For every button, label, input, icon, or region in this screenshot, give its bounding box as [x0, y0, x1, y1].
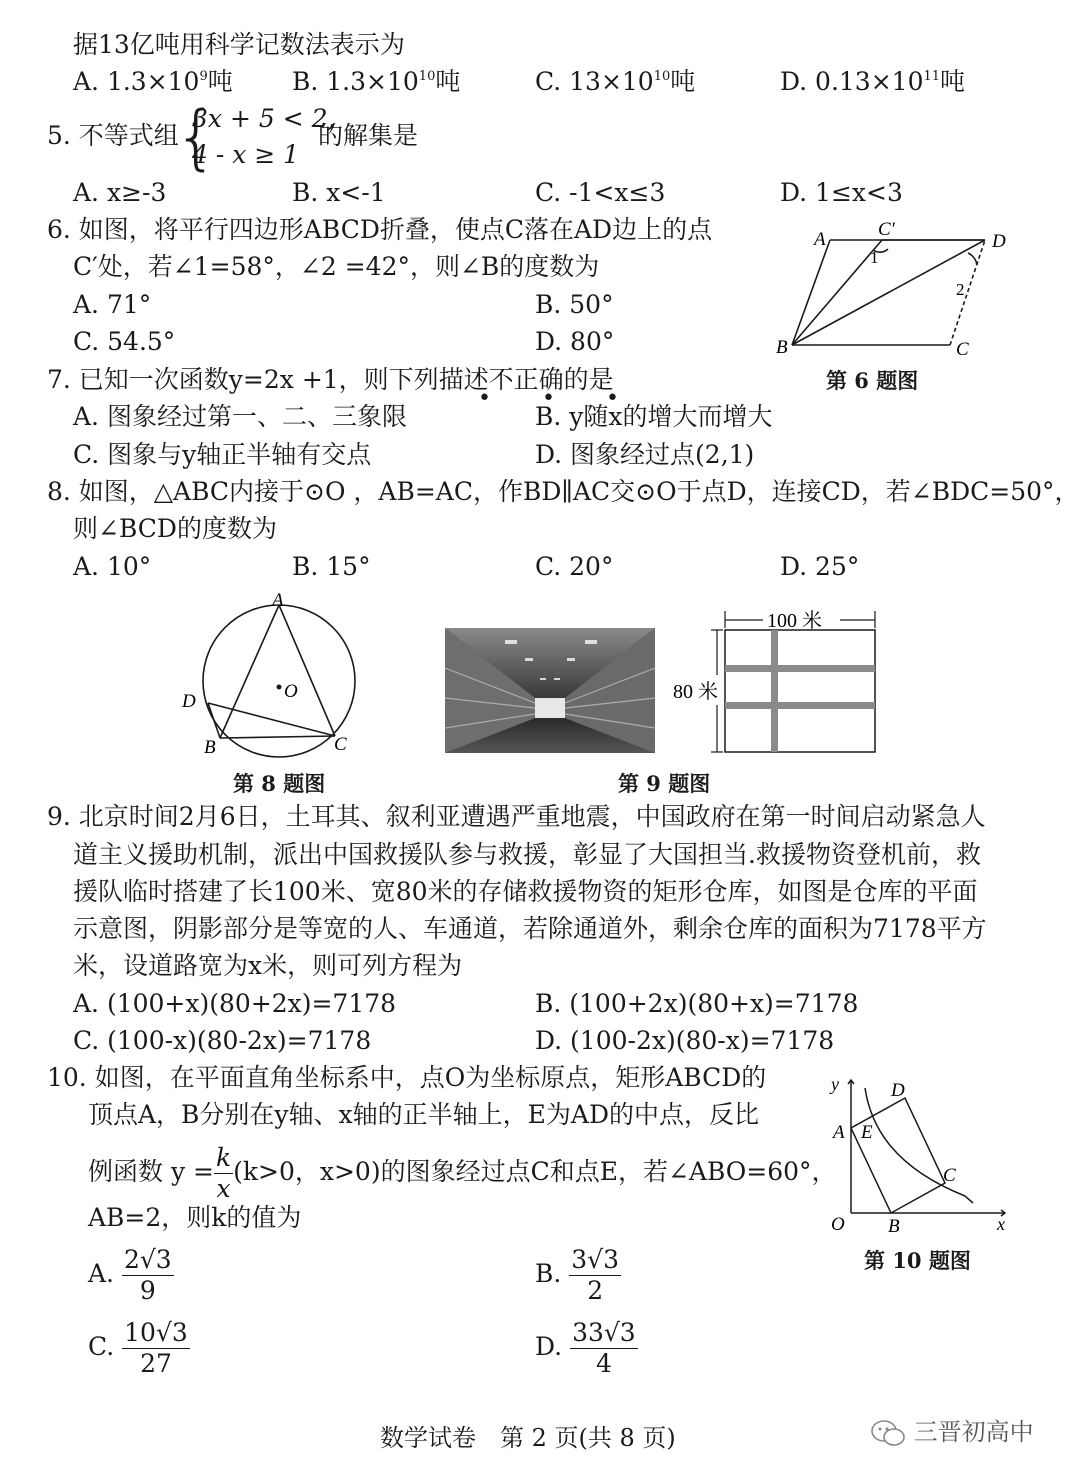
q10-label-x: x: [997, 1214, 1005, 1234]
page-footer: 数学试卷 第 2 页(共 8 页): [380, 1424, 676, 1452]
q8-label-a: A: [272, 590, 284, 611]
q5-option-b: B. x<-1: [292, 178, 386, 207]
q7-option-c: C. 图象与y轴正半轴有交点: [73, 440, 372, 469]
q6-option-a: A. 71°: [73, 290, 152, 319]
q9-line5: 米，设道路宽为x米，则可列方程为: [73, 951, 463, 980]
q9-option-d: D. (100-2x)(80-x)=7178: [535, 1026, 835, 1055]
q5-option-c: C. -1<x≤3: [535, 178, 666, 207]
q10-option-c: C. $\frac{10√3}{27}$: [88, 1318, 188, 1378]
q8-circle: [203, 605, 355, 757]
q4-option-c: C. $13\times 10^{10}$吨: [535, 67, 696, 96]
q5-suffix: 的解集是: [318, 121, 419, 150]
q10-label-y: y: [831, 1074, 839, 1094]
q10-label-a: A: [833, 1122, 845, 1143]
q10-label-c: C: [943, 1165, 956, 1186]
q6-figure: [770, 215, 1030, 365]
q6-edge-ab: [792, 240, 830, 345]
q4-text: 据13亿吨用科学记数法表示为: [73, 30, 405, 59]
q9-line1: 9. 北京时间2月6日，土耳其、叙利亚遭遇严重地震，中国政府在第一时间启动紧急人: [47, 802, 986, 831]
q10-caption: 第 10 题图: [864, 1248, 971, 1273]
q9-option-b: B. (100+2x)(80+x)=7178: [535, 989, 859, 1018]
q5-brace: {: [174, 96, 219, 178]
q6-line1: 6. 如图，将平行四边形ABCD折叠，使点C落在AD边上的点: [47, 215, 713, 244]
q8-side-bc: [220, 736, 335, 738]
q6-caption: 第 6 题图: [826, 368, 919, 393]
q8-caption: 第 8 题图: [233, 771, 326, 796]
q10-label-e: E: [861, 1122, 873, 1143]
q9-line3: 援队临时搭建了长100米、宽80米的存储救援物资的矩形仓库，如图是仓库的平面: [73, 877, 978, 906]
q4-option-a: A. $1.3\times 10^9$吨: [73, 67, 233, 96]
q4-option-b: B. $1.3\times 10^{10}$吨: [292, 67, 461, 96]
q6-label-c-prime: C′: [878, 219, 895, 240]
q9-plan-figure: [665, 603, 895, 763]
q8-line1: 8. 如图，△ABC内接于⊙O ，AB=AC，作BD∥AC交⊙O于点D，连接CD，若∠BDC=50°，: [47, 477, 1080, 506]
q5-prefix: 5. 不等式组: [47, 121, 179, 150]
q9-width-label: 100 米: [767, 610, 822, 632]
q6-label-a: A: [814, 229, 826, 250]
q10-function-fraction: $\frac{k}{x}$: [215, 1143, 232, 1203]
q10-line3: 例函数 y = $\frac{k}{x}$ (k>0，x>0)的图象经过点C和点E，若∠ABO=60°，: [88, 1143, 837, 1203]
q9-road-horizontal-1: [725, 665, 875, 672]
q6-label-c: C: [956, 339, 969, 360]
q8-chord-cd: [208, 703, 335, 736]
q10-line4: AB=2，则k的值为: [88, 1203, 302, 1232]
q7-line1: 7. 已知一次函数y=2x +1，则下列描述不正确的是: [47, 365, 614, 394]
q9-warehouse-rect: [725, 630, 875, 752]
q10-label-d: D: [891, 1080, 905, 1101]
q8-option-b: B. 15°: [292, 552, 371, 581]
q9-height-label: 80 米: [673, 681, 718, 703]
q9-road-vertical: [771, 630, 778, 752]
q10-rectangle-abcd: [851, 1098, 945, 1213]
q7-emphasis-dots: • • •: [478, 386, 641, 411]
q8-option-c: C. 20°: [535, 552, 614, 581]
q8-side-ac: [279, 605, 335, 736]
q10-option-a: A. $\frac{2√3}{9}$: [88, 1245, 172, 1305]
q8-figure: [175, 588, 375, 763]
q6-label-d: D: [992, 231, 1006, 252]
q10-label-o: O: [831, 1214, 845, 1235]
q6-option-c: C. 54.5°: [73, 327, 176, 356]
q8-option-d: D. 25°: [780, 552, 860, 581]
q10-option-d: D. $\frac{33√3}{4}$: [535, 1318, 636, 1378]
q6-label-b: B: [776, 337, 788, 358]
q9-caption: 第 9 题图: [618, 771, 711, 796]
q6-angle2-arc: [968, 253, 977, 265]
q8-chord-bd: [208, 703, 220, 738]
q10-line2: 顶点A，B分别在y轴、x轴的正半轴上，E为AD的中点，反比: [88, 1100, 759, 1129]
q8-center-dot: [277, 685, 282, 690]
warehouse-photo: [445, 628, 655, 753]
q6-option-d: D. 80°: [535, 327, 615, 356]
q9-road-horizontal-2: [725, 702, 875, 709]
q9-option-c: C. (100-x)(80-2x)=7178: [73, 1026, 372, 1055]
q10-hyperbola: [865, 1088, 973, 1203]
q8-line2: 则∠BCD的度数为: [73, 514, 277, 543]
q10-option-b: B. $\frac{3√3}{2}$: [535, 1245, 620, 1305]
q6-line2: C′处，若∠1=58°，∠2 =42°，则∠B的度数为: [73, 252, 600, 281]
q7-option-a: A. 图象经过第一、二、三象限: [73, 402, 407, 431]
q8-label-c: C: [334, 734, 347, 755]
q6-option-b: B. 50°: [535, 290, 614, 319]
q8-label-b: B: [204, 737, 216, 758]
q8-label-o: O: [284, 681, 298, 702]
watermark: 三晋初高中: [870, 1412, 1034, 1448]
q9-line4: 示意图，阴影部分是等宽的人、车通道，若除通道外，剩余仓库的面积为7178平方: [73, 914, 987, 943]
q8-option-a: A. 10°: [73, 552, 152, 581]
q6-label-2: 2: [956, 280, 965, 299]
q5-option-a: A. x≥-3: [73, 178, 167, 207]
q6-fold-bc1: [792, 240, 882, 345]
q4-option-d: D. $0.13\times 10^{11}$吨: [780, 67, 966, 96]
q5-option-d: D. 1≤x<3: [780, 178, 903, 207]
q7-option-d: D. 图象经过点(2,1): [535, 440, 755, 469]
q8-label-d: D: [182, 691, 196, 712]
q10-line1: 10. 如图，在平面直角坐标系中，点O为坐标原点，矩形ABCD的: [47, 1063, 767, 1092]
wechat-icon: [870, 1418, 906, 1448]
q10-figure: [815, 1068, 1015, 1238]
q6-label-1: 1: [870, 248, 879, 267]
q5-ineq1: 3x + 5 < 2,: [192, 104, 336, 133]
q9-line2: 道主义援助机制，派出中国救援队参与救援，彰显了大国担当.救援物资登机前，救: [73, 840, 981, 869]
q7-option-b: B. y随x的增大而增大: [535, 402, 773, 431]
q9-option-a: A. (100+x)(80+2x)=7178: [73, 989, 397, 1018]
q5-ineq2: 4 - x ≥ 1: [192, 140, 300, 169]
q10-label-b: B: [888, 1216, 900, 1237]
